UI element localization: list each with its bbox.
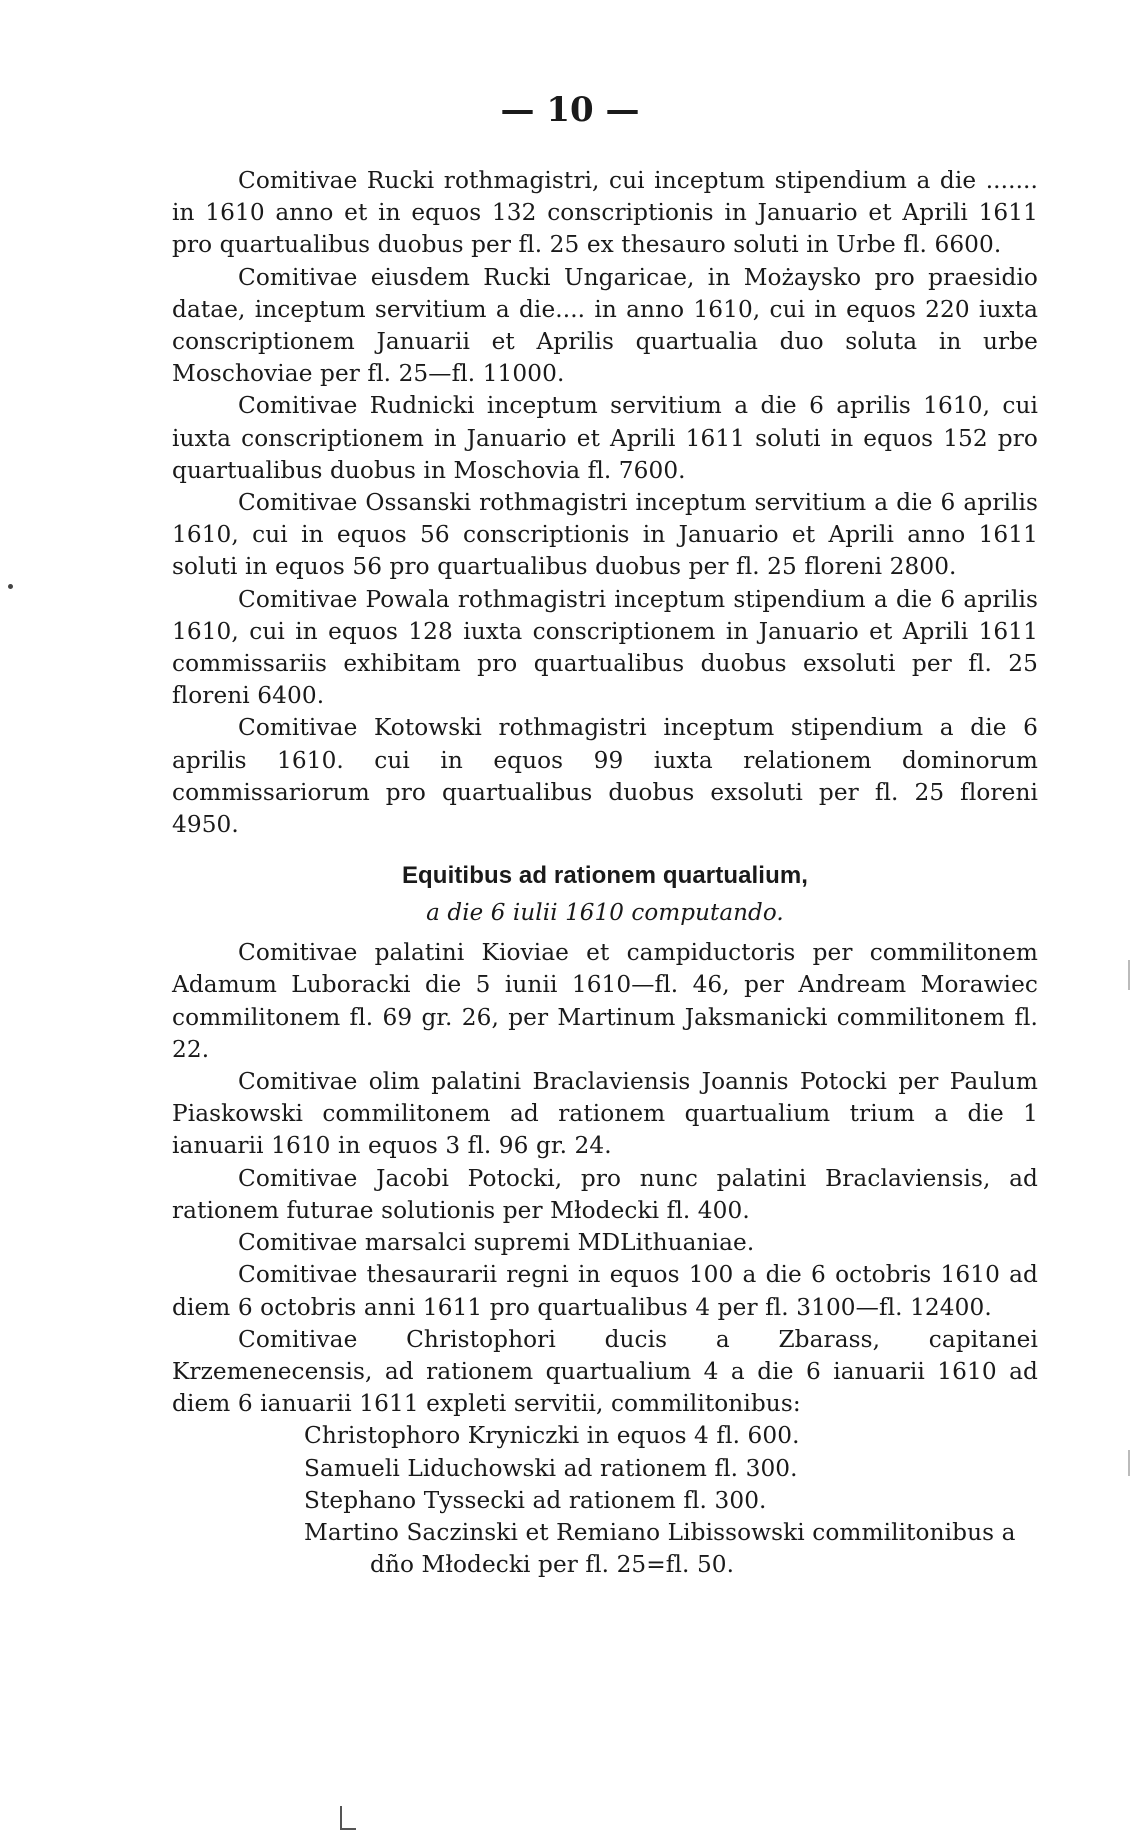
section-subheading: a die 6 iulii 1610 computando.: [426, 900, 784, 927]
list-item: Christophoro Kryniczki in equos 4 fl. 600.: [304, 1422, 800, 1450]
paragraph: Comitivae Jacobi Potocki, pro nunc palatini Braclaviensis, ad rationem futurae solutionis per Młodecki fl. 400.: [172, 1164, 1038, 1224]
edge-mark: [1128, 1450, 1130, 1476]
paragraph: Comitivae Powala rothmagistri inceptum stipendium a die 6 aprilis 1610, cui in equos 128 iuxta conscriptionem in Januario et Aprili 1611 commissariis exhibitam pro quartualibus duobus exsoluti per fl. 25 floreni 6400.: [172, 585, 1038, 710]
body-text: [172, 165, 1038, 1581]
edge-mark: [1128, 960, 1130, 990]
list-item: Samueli Liduchowski ad rationem fl. 300.: [304, 1454, 798, 1482]
paragraph: Comitivae Rucki rothmagistri, cui inceptum stipendium a die ....... in 1610 anno et in equos 132 conscriptionis in Januario et Aprili 1611 pro quartualibus duobus per fl. 25 ex thesauro soluti in Urbe fl. 6600.: [172, 167, 1038, 259]
list-item: Martino Saczinski et Remiano Libissowski commilitonibus a dño Młodecki per fl. 25=fl. 50.: [304, 1518, 1016, 1579]
paragraph: Comitivae eiusdem Rucki Ungaricae, in Możaysko pro praesidio datae, inceptum servitium a die.... in anno 1610, cui in equos 220 iuxta conscriptionem Januarii et Aprilis quartualia duo soluta in urbe Moschoviae per fl. 25—fl. 11000.: [172, 263, 1038, 388]
paragraph: Comitivae Rudnicki inceptum servitium a die 6 aprilis 1610, cui iuxta conscriptionem in Januario et Aprili 1611 soluti in equos 152 pro quartualibus duobus in Moschovia fl. 7600.: [172, 392, 1038, 484]
margin-dot: [8, 584, 13, 589]
paragraph: Comitivae Kotowski rothmagistri inceptum stipendium a die 6 aprilis 1610. cui in equos 99 iuxta relationem dominorum commissariorum pro quartualibus duobus exsoluti per fl. 25 floreni 4950.: [172, 714, 1038, 839]
footer-mark: [340, 1806, 356, 1830]
section-heading: Equitibus ad rationem quartualium,: [401, 862, 809, 890]
page-number: — 10 —: [500, 90, 640, 130]
commilitones-list: [172, 1420, 1038, 1581]
paragraph: Comitivae Christophori ducis a Zbarass, capitanei Krzemenecensis, ad rationem quartualium 4 a die 6 ianuarii 1610 ad diem 6 ianuarii 1611 expleti servitii, commilitonibus:: [172, 1325, 1038, 1418]
paragraph: Comitivae olim palatini Braclaviensis Joannis Potocki per Paulum Piaskowski commilitonem ad rationem quartualium trium a die 1 ianuarii 1610 in equos 3 fl. 96 gr. 24.: [172, 1068, 1038, 1160]
list-item: Stephano Tyssecki ad rationem fl. 300.: [304, 1486, 767, 1514]
paragraph: Comitivae palatini Kioviae et campiductoris per commilitonem Adamum Luboracki die 5 iunii 1610—fl. 46, per Andream Morawiec commilitonem fl. 69 gr. 26, per Martinum Jaksmanicki commilitonem fl. 22.: [172, 939, 1038, 1063]
paragraph: Comitivae marsalci supremi MDLithuaniae.: [238, 1229, 755, 1257]
paragraph: Comitivae thesaurarii regni in equos 100 a die 6 octobris 1610 ad diem 6 octobris anni 1611 pro quartualibus 4 per fl. 3100—fl. 12400.: [172, 1261, 1038, 1321]
paragraph: Comitivae Ossanski rothmagistri inceptum servitium a die 6 aprilis 1610, cui in equos 56 conscriptionis in Januario et Aprili anno 1611 soluti in equos 56 pro quartualibus duobus per fl. 25 floreni 2800.: [172, 489, 1038, 581]
